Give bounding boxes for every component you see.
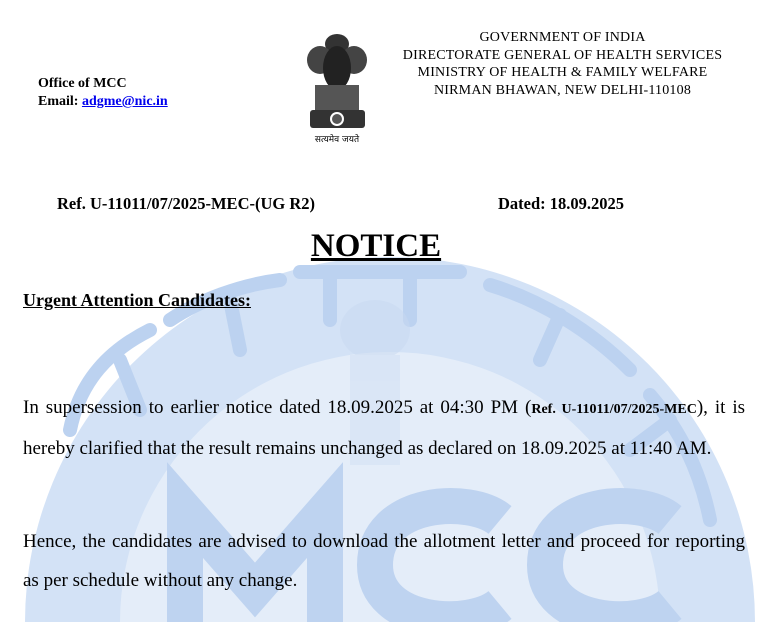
notice-date: Dated: 18.09.2025 (498, 194, 625, 213)
page-title: NOTICE (310, 228, 442, 264)
subheading: Urgent Attention Candidates: (23, 290, 251, 310)
email-link[interactable]: adgme@nic.in (81, 94, 168, 109)
earlier-ref: Ref. U-11011/07/2025-MEC (531, 402, 697, 417)
office-name: Office of MCC (38, 76, 127, 91)
government-header (385, 29, 740, 99)
reference-number: Ref. U-11011/07/2025-MEC-(UG R2) (57, 194, 316, 213)
gov-line: DIRECTORATE GENERAL OF HEALTH SERVICES (402, 47, 723, 63)
paragraph-clarification (23, 389, 745, 468)
office-block (38, 75, 168, 111)
paragraph-text: In supersession to earlier notice dated 18.09.2025 at 04:30 PM ( (23, 397, 532, 418)
gov-line: MINISTRY OF HEALTH & FAMILY WELFARE (417, 65, 708, 80)
national-emblem-icon (300, 30, 375, 145)
email-label: Email: (38, 94, 79, 109)
gov-line: NIRMAN BHAWAN, NEW DELHI-110108 (433, 82, 692, 98)
emblem-motto: सत्यमेव जयते (314, 135, 360, 145)
paragraph-text: ), it is hereby clarified that the result remains unchanged as declared on 18.09.2025 at 11:40 AM. (23, 397, 745, 459)
email-line (38, 93, 168, 111)
paragraph-instruction: Hence, the candidates are advised to download the allotment letter and proceed for reporting as per schedule without any change. (23, 531, 745, 591)
gov-line: GOVERNMENT OF INDIA (479, 30, 646, 45)
